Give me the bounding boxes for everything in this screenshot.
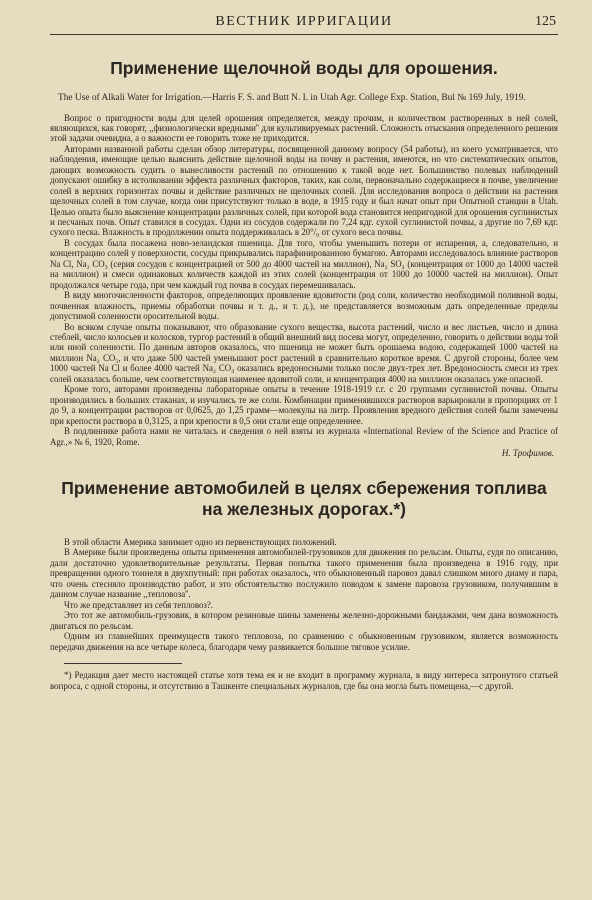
article-1-paragraph: Авторами названной работы сделан обзор литературы, посвященной данному вопросу (54 работы), из коего усматривается, что наблюдения, имеющие целью выяснить действие щелочной воды на почву и растения, имеются, но что систематических опытов, дающих возможность судить о вынесливости растений по отношению к такой воде нет. Большинство полевых наблюдений допускают ошибку в истолковании эффекта различных факторов, таких, как соли, первоначально содержащиеся в почве, увеличение солей в верхних горизонтах почвы и действие различных не щелочных солей. Для исследования вопроса о действии на растения щелочных солей в том случае, когда они присутствуют только в воде, в 1915 году и был начат опыт при Опытной станции в Utah. Целью опыта было выяснение концентрации различных солей, при которой вода становится непригодной для орошения суглинистых и песчаных почв. Опыт ставился в сосудах. Одни из сосудов содержали по 7,24 кдг. сухой суглинистой почвы, а другие по 7,69 кдг. сухого песка. Влажность в продолжении опыта поддерживалась в 20°/₀ от сухого веса почвы. xyxy=(50,143,558,238)
article-2-paragraph: Одним из главнейших преимуществ такого тепловоза, по сравнению с обыкновенным грузовиком, является возможность передачи движения на все четыре колеса, благодаря чему развивается большое тяговое усилие. xyxy=(50,631,558,652)
article-1-paragraph: Во всяком случае опыты показывают, что образование сухого вещества, высота растений, число и вес листьев, число и длина стеблей, число колосьев и колосков, тургор растений в общий внешний вид посева могут, определенно, говорить о действии воды той или иной соленности. По данным авторов оказалось, что пшеница не может быть орошаема водою, содержащей 1000 частей на миллион Na₂ CO₃, и что даже 500 частей уменьшают рост растений в сравнительно короткое время. С другой стороны, более чем 1000 частей Na Cl и более 4000 частей Na₂ CO₄ оказались вредоносными только после двух-трех лет. Вредоносность смеси из трех солей оказалась больше, чем соответствующая наименее ядовитой соли, и концентрация 4000 на миллион оказалась уже опасной. xyxy=(50,321,558,384)
article-1-paragraph: Кроме того, авторами произведены лабораторные опыты в течение 1918-1919 г.г. с 20 группами суглинистой почвы. Опыты производились в больших стаканах, и изучались те же соли. Комбинации применявшихся растворов варьировали в пропорциях от 1 до 9, а концентрации растворов от 0,0625, до 1,25 грамм—молекулы на литр. Проявления вредного действия солей были замечены при крепости раствора в 0,3125, а при крепости в 0,5 они стали еще определеннее. xyxy=(50,384,558,426)
article-2-paragraph: В Америке были произведены опыты применения автомобилей-грузовиков для движения по рельсам. Опыты, судя по описанию, дали достаточно удовлетворительные результаты. Первая попытка такого применения была произведена в 1916 году, при превращении одного тоннеля в двухпутный: при работах оказалось, что обыкновенный паровоз давал слишком много диаму и пара, что очень стесняло производство работ, и это обстоятельство послужило поводом к замене паровоза грузовиком, получившим в данном случае название ,,тепловоза''. xyxy=(50,547,558,600)
footnote-divider xyxy=(64,663,182,664)
article-2-title: Применение автомобилей в целях сбережения топлива на железных дорогах.*) xyxy=(61,478,547,519)
article-1-title: Применение щелочной воды для орошения. xyxy=(110,58,498,78)
article-1-citation: The Use of Alkali Water for Irrigation.—Harris F. S. and Butt N. I. in Utah Agr. College Exp. Station, Bul № 169 July, 1919. xyxy=(58,93,526,103)
article-1-paragraph: Вопрос о пригодности воды для целей орошения определяется, между прочим, и количеством растворенных в ней солей, являющихся, как говорят, ,,физиологически вредными'' для культивируемых растений. Сложность отыскания определенного решения этой задачи очевидна, а о важности ее говорить тоже не приходится. xyxy=(50,112,558,144)
article-1-body xyxy=(50,113,558,448)
article-1-signature: Н. Трофимов. xyxy=(501,448,554,458)
footnote-text: *) Редакция дает место настоящей статье хотя тема ея и не входит в программу журнала, в виду интереса затронутого статьей вопроса, с одной стороны, и отсутствию в Ташкенте специальных журналов, где бы она могла быть помещена,—с другой. xyxy=(50,669,558,691)
journal-name: ВЕСТНИК ИРРИГАЦИИ xyxy=(215,14,393,29)
footnote xyxy=(50,670,558,691)
article-1-paragraph: В подлиннике работа нами не читалась и сведения о ней взяты из журнала «International Review of the Science and Practice of Agr.,» № 6, 1920, Rome. xyxy=(50,426,558,447)
article-1-paragraph: В сосудах была посажена ново-зеландская пшеница. Для того, чтобы уменьшить потери от испарения, а, следовательно, и концентрацию солей у поверхности, сосуды прикрывались парафинированною бумагою. Авторами исследовалось влияние растворов Na Cl, Na₂ CO₃ (серия сосудов с концентрацией от 500 до 4000 частей на миллион), Na₂ SO₄ (концентрация от 1000 до 14000 частей на миллион) и смеси одинаковых количеств каждой из этих солей (концентрация от 1000 до 10000 частей на миллион). Опыт продолжался четыре года, при чем каждый год почва в сосудах перемешивалась. xyxy=(50,237,558,290)
article-2-paragraph: Что же представляет из себя тепловоз?. xyxy=(64,599,214,610)
page-number: 125 xyxy=(535,14,556,29)
article-2-paragraph: В этой области Америка занимает одно из первенствующих положений. xyxy=(64,537,337,547)
article-2-body xyxy=(50,537,558,652)
article-2-paragraph: Это тот же автомобиль-грузовик, в котором резиновые шины заменены железно-дорожными бандажами, чем дана возможность двигаться по рельсам. xyxy=(50,610,558,631)
article-1-paragraph: В виду многочисленности факторов, определяющих проявление ядовитости (род соли, количество необходимой поливной воды, почвенная влажность, приемы обработки почвы и т. д., и т. д.), не представляется возможным дать определенные пределы допустимой соленности оросительной воды. xyxy=(50,290,558,322)
page-header xyxy=(50,0,558,35)
